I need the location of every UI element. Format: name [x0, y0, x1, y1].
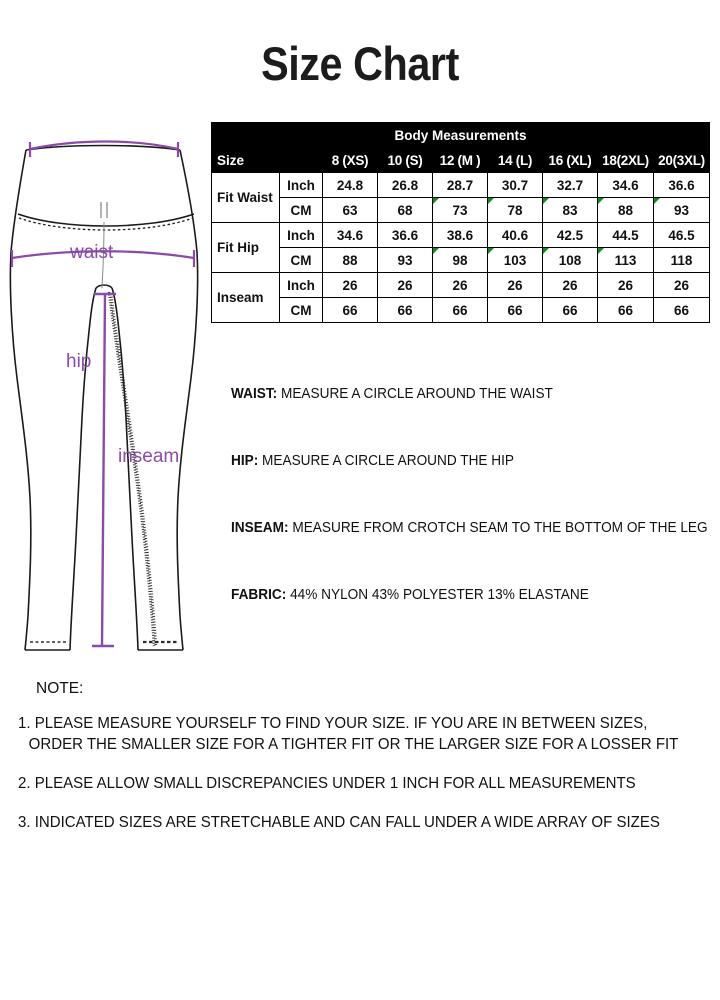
note-line: 2. PLEASE ALLOW SMALL DISCREPANCIES UNDER 1 INCH FOR ALL MEASUREMENTS — [18, 775, 636, 792]
cell-cm: 88 — [598, 198, 654, 223]
cell-cm: 63 — [323, 198, 378, 223]
note-item — [18, 814, 697, 832]
cell-inch: 40.6 — [488, 223, 543, 248]
center-seam-marks — [101, 202, 107, 218]
unit-inch: Inch — [280, 173, 323, 198]
cell-inch: 42.5 — [543, 223, 598, 248]
cell-cm: 98 — [433, 248, 488, 273]
cell-inch: 28.7 — [433, 173, 488, 198]
unit-cm: CM — [280, 298, 323, 323]
cell-inch: 32.7 — [543, 173, 598, 198]
size-column-header: 14 (L) — [488, 148, 543, 173]
cell-cm: 66 — [598, 298, 654, 323]
table-row — [212, 198, 710, 223]
cell-inch: 24.8 — [323, 173, 378, 198]
cell-inch: 26.8 — [378, 173, 433, 198]
cell-cm: 66 — [323, 298, 378, 323]
cell-inch: 26 — [598, 273, 654, 298]
cell-inch: 34.6 — [323, 223, 378, 248]
cell-inch: 30.7 — [488, 173, 543, 198]
size-column-header: 16 (XL) — [543, 148, 598, 173]
cell-inch: 36.6 — [378, 223, 433, 248]
table-row — [212, 298, 710, 323]
note-item — [18, 715, 697, 754]
cell-inch: 38.6 — [433, 223, 488, 248]
table-band-row — [212, 123, 710, 148]
definition-text: MEASURE A CIRCLE AROUND THE HIP — [258, 453, 515, 469]
cell-cm: 83 — [543, 198, 598, 223]
cell-cm: 113 — [598, 248, 654, 273]
note-line: 3. INDICATED SIZES ARE STRETCHABLE AND CAN FALL UNDER A WIDE ARRAY OF SIZES — [18, 814, 660, 831]
cell-inch: 26 — [654, 273, 710, 298]
size-header: Size — [212, 148, 323, 173]
size-column-header: 20(3XL) — [654, 148, 710, 173]
definition-term: INSEAM: — [231, 520, 289, 536]
hip-label: hip — [66, 351, 92, 372]
cell-inch: 44.5 — [598, 223, 654, 248]
definition-line — [231, 520, 708, 536]
cell-inch: 26 — [323, 273, 378, 298]
cell-inch: 34.6 — [598, 173, 654, 198]
cell-cm: 68 — [378, 198, 433, 223]
definition-line — [231, 587, 691, 603]
notes-section — [18, 680, 718, 853]
cell-cm: 88 — [323, 248, 378, 273]
unit-cm: CM — [280, 198, 323, 223]
waistband-stitch-line — [19, 218, 193, 230]
cell-cm: 73 — [433, 198, 488, 223]
cell-inch: 26 — [433, 273, 488, 298]
page-title: Size Chart — [261, 37, 459, 90]
unit-inch: Inch — [280, 223, 323, 248]
leggings-illustration — [8, 118, 208, 678]
table-row — [212, 173, 710, 198]
cell-inch: 26 — [488, 273, 543, 298]
cell-cm: 108 — [543, 248, 598, 273]
note-line-continued: ORDER THE SMALLER SIZE FOR A TIGHTER FIT OR THE LARGER SIZE FOR A LOSSER FIT — [28, 736, 679, 753]
row-label: Fit Waist — [212, 173, 280, 223]
cell-cm: 66 — [654, 298, 710, 323]
inseam-measure-line — [92, 294, 116, 646]
definition-line — [231, 453, 691, 469]
size-column-header: 18(2XL) — [598, 148, 654, 173]
cell-cm: 103 — [488, 248, 543, 273]
cell-inch: 26 — [543, 273, 598, 298]
waist-label: waist — [70, 242, 114, 263]
definition-text: 44% NYLON 43% POLYESTER 13% ELASTANE — [286, 587, 589, 603]
measurement-definitions — [231, 386, 720, 654]
definition-line — [231, 386, 691, 402]
cell-cm: 118 — [654, 248, 710, 273]
cell-cm: 66 — [433, 298, 488, 323]
leggings-diagram — [8, 118, 208, 678]
table-row — [212, 273, 710, 298]
row-label: Inseam — [212, 273, 280, 323]
cell-inch: 46.5 — [654, 223, 710, 248]
inner-leg-seam-texture — [109, 292, 156, 646]
note-item — [18, 775, 697, 793]
note-heading: NOTE: — [36, 680, 84, 697]
table-header-row — [212, 148, 710, 173]
inseam-label: inseam — [118, 446, 180, 467]
cell-cm: 66 — [488, 298, 543, 323]
note-list — [18, 715, 718, 832]
size-chart-table — [211, 122, 710, 323]
definition-text: MEASURE FROM CROTCH SEAM TO THE BOTTOM OF THE LEG — [288, 520, 708, 536]
definition-term: FABRIC: — [231, 587, 287, 603]
cell-inch: 36.6 — [654, 173, 710, 198]
definition-term: WAIST: — [231, 386, 278, 402]
size-column-header: 8 (XS) — [323, 148, 378, 173]
cell-cm: 78 — [488, 198, 543, 223]
cell-cm: 66 — [543, 298, 598, 323]
waist-measure-line — [30, 142, 178, 158]
definition-text: MEASURE A CIRCLE AROUND THE WAIST — [277, 386, 553, 402]
table-row — [212, 223, 710, 248]
cell-cm: 93 — [654, 198, 710, 223]
unit-cm: CM — [280, 248, 323, 273]
note-line: 1. PLEASE MEASURE YOURSELF TO FIND YOUR SIZE. IF YOU ARE IN BETWEEN SIZES, — [18, 715, 648, 732]
cell-cm: 93 — [378, 248, 433, 273]
table-row — [212, 248, 710, 273]
band-title: Body Measurements — [212, 123, 710, 148]
unit-inch: Inch — [280, 273, 323, 298]
size-column-header: 10 (S) — [378, 148, 433, 173]
cell-inch: 26 — [378, 273, 433, 298]
definition-term: HIP: — [231, 453, 259, 469]
cell-cm: 66 — [378, 298, 433, 323]
row-label: Fit Hip — [212, 223, 280, 273]
size-column-header: 12 (M ) — [433, 148, 488, 173]
